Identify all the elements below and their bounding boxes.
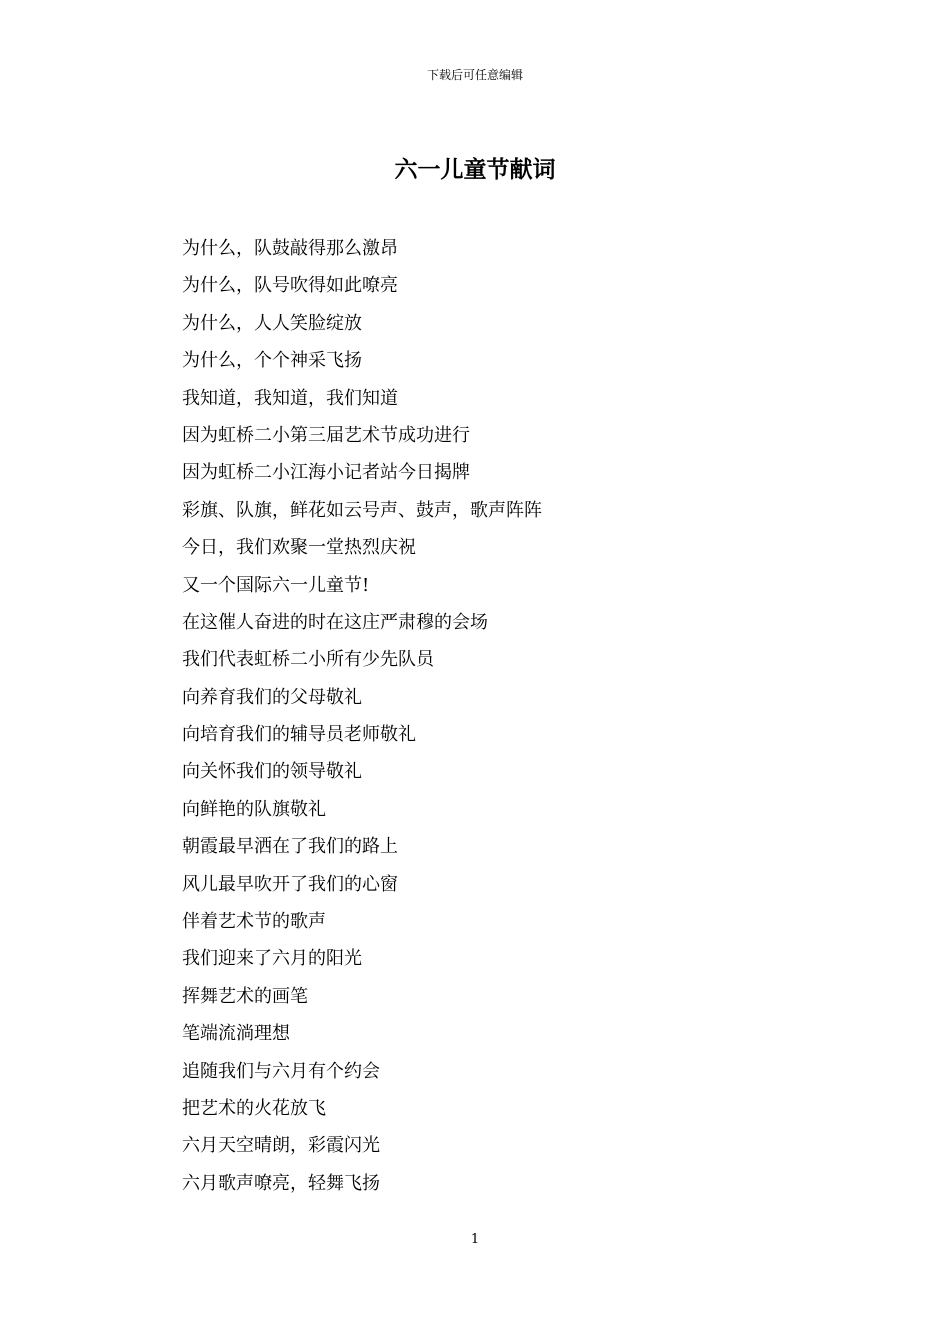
poem-line: 风儿最早吹开了我们的心窗: [182, 873, 398, 895]
poem-line: 我知道，我知道，我们知道: [182, 387, 398, 409]
poem-line: 笔端流淌理想: [182, 1023, 290, 1045]
poem-line: 挥舞艺术的画笔: [182, 985, 308, 1007]
poem-line: 为什么，队鼓敲得那么激昂: [182, 238, 398, 259]
poem-line: 又一个国际六一儿童节!: [182, 574, 370, 596]
poem-line: 我们代表虹桥二小所有少先队员: [182, 649, 434, 671]
poem-line: 因为虹桥二小江海小记者站今日揭牌: [182, 462, 470, 484]
poem-line: 彩旗、队旗，鲜花如云号声、鼓声，歌声阵阵: [182, 499, 542, 521]
header-note: 下载后可任意编辑: [426, 68, 523, 82]
poem-line: 向培育我们的辅导员老师敬礼: [182, 724, 416, 746]
poem-line: 伴着艺术节的歌声: [182, 911, 326, 933]
poem-line: 因为虹桥二小第三届艺术节成功进行: [182, 424, 470, 446]
page-number: 1: [470, 1232, 480, 1247]
poem-line: 向关怀我们的领导敬礼: [182, 761, 362, 783]
poem-line: 朝霞最早洒在了我们的路上: [182, 836, 398, 858]
poem-line: 为什么，人人笑脸绽放: [182, 312, 362, 334]
poem-line: 把艺术的火花放飞: [182, 1097, 326, 1119]
poem-body: [182, 230, 882, 1202]
poem-line: 今日，我们欢聚一堂热烈庆祝: [182, 537, 416, 559]
poem-line: 在这催人奋进的时在这庄严肃穆的会场: [182, 611, 488, 633]
poem-line: 我们迎来了六月的阳光: [182, 948, 362, 970]
poem-line: 向养育我们的父母敬礼: [182, 686, 362, 708]
poem-line: 追随我们与六月有个约会: [182, 1060, 380, 1082]
poem-line: 六月天空晴朗，彩霞闪光: [182, 1135, 380, 1157]
poem-line: 向鲜艳的队旗敬礼: [182, 798, 326, 820]
poem-line: 为什么，个个神采飞扬: [182, 350, 362, 372]
poem-line: 为什么，队号吹得如此嘹亮: [182, 275, 398, 297]
poem-line: 六月歌声嘹亮，轻舞飞扬: [182, 1172, 380, 1194]
document-title: 六一儿童节献词: [394, 156, 556, 183]
